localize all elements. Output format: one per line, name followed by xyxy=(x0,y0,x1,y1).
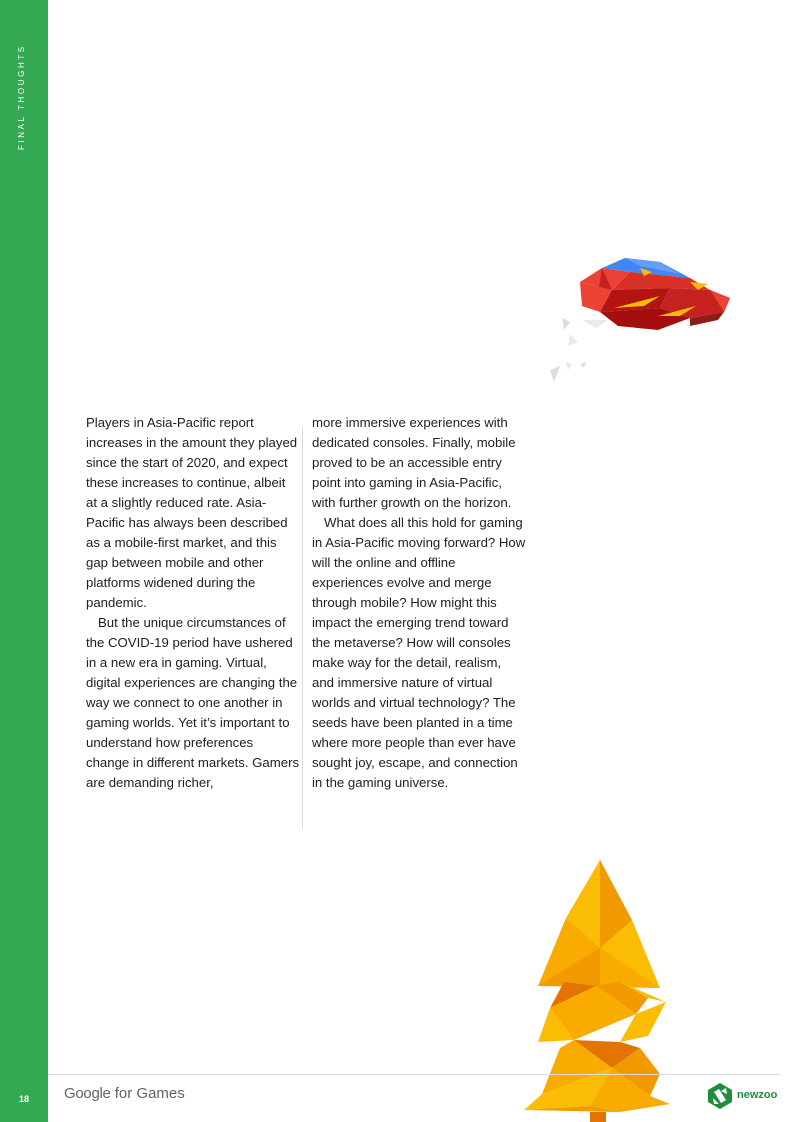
sidebar xyxy=(0,0,48,1122)
google-for-games-logo xyxy=(64,1085,185,1102)
paragraph: But the unique circumstances of the COVID-19 period have ushered in a new era in gaming. Virtual, digital experiences are changing the way we connect to one another in gaming worlds. Yet it’s important to understand how preferences change in different markets. Gamers are demanding richer, xyxy=(86,615,300,790)
brand-suffix: for Games xyxy=(110,1085,185,1102)
newzoo-logo xyxy=(706,1082,786,1110)
car-illustration xyxy=(540,250,740,390)
paragraph: Players in Asia-Pacific report increases in the amount they played since the start of 2020, and expect these increases to continue, albeit at a slightly reduced rate. Asia-Pacific has always been described as a mobile-first market, and this gap between mobile and other platforms widened during the pandemic. xyxy=(86,415,298,610)
section-label: FINAL THOUGHTS xyxy=(17,44,26,150)
tree-illustration xyxy=(520,858,680,1122)
brand-google: Google xyxy=(64,1085,111,1102)
paragraph: more immersive experiences with dedicated consoles. Finally, mobile proved to be an accessible entry point into gaming in Asia-Pacific, with further growth on the horizon. xyxy=(312,415,516,510)
article-column-right xyxy=(312,413,526,793)
newzoo-mark-icon xyxy=(706,1082,734,1110)
page-number: 18 xyxy=(18,1094,29,1104)
paragraph: What does all this hold for gaming in Asia-Pacific moving forward? How will the online and offline experiences evolve and merge through mobile? How might this impact the emerging trend toward the metaverse? How will consoles make way for the detail, realism, and immersive nature of virtual worlds and virtual technology? The seeds have been planted in a time where more people than ever have sought joy, escape, and connection in the gaming universe. xyxy=(312,515,526,790)
column-divider xyxy=(302,427,303,829)
article-column-left xyxy=(86,413,300,793)
newzoo-wordmark: newzoo xyxy=(737,1089,778,1101)
footer-rule xyxy=(48,1074,780,1075)
